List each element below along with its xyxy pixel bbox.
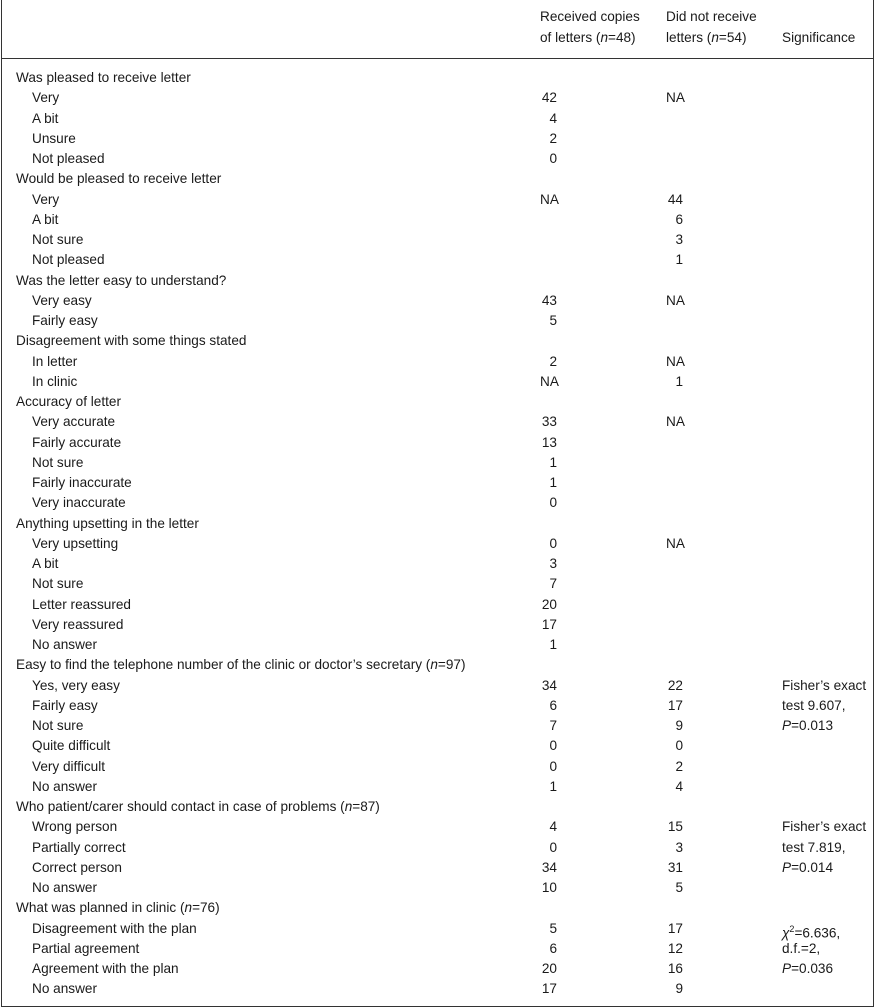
cell-significance <box>782 676 866 696</box>
sig-text: Fisher’s exact <box>782 677 867 693</box>
cell-not-received: 2 <box>675 758 683 774</box>
row-label <box>32 291 92 311</box>
cell-not-received: 3 <box>675 232 683 247</box>
row-label <box>32 311 98 331</box>
group-label <box>16 331 246 351</box>
header-received-n: n <box>600 30 608 45</box>
table-row <box>2 858 874 878</box>
group-label <box>16 68 191 88</box>
table-row <box>2 919 874 939</box>
cell-not-received: 9 <box>675 718 683 733</box>
row-label <box>32 473 132 493</box>
cell-received: 0 <box>549 151 557 166</box>
label-text: Agreement with the plan <box>32 961 179 976</box>
group-label <box>16 898 220 918</box>
cell-significance <box>782 858 833 878</box>
table-row <box>2 311 874 331</box>
cell-received: 13 <box>541 434 557 450</box>
label-text: Wrong person <box>32 819 118 835</box>
header-received-pre: of letters ( <box>540 30 601 45</box>
cell-received: 1 <box>549 454 557 470</box>
cell-received: 0 <box>549 758 557 774</box>
label-text: Very difficult <box>32 758 106 774</box>
table-group-row <box>2 169 874 189</box>
cell-not-received: 6 <box>675 211 683 227</box>
cell-received: 6 <box>549 697 557 713</box>
sig-p-symbol: P <box>782 718 792 733</box>
row-label <box>32 534 118 554</box>
label-text: Yes, very easy <box>32 677 120 693</box>
cell-received: 0 <box>549 839 557 855</box>
row-label <box>32 959 179 979</box>
group-label <box>16 655 465 675</box>
header-divider <box>2 58 873 59</box>
row-label <box>32 412 115 432</box>
cell-received: 10 <box>541 880 557 895</box>
label-text: Letter reassured <box>32 596 131 612</box>
table-row <box>2 88 874 108</box>
header-received-line1: Received copies <box>540 9 640 24</box>
cell-received: 1 <box>549 778 557 794</box>
label-text: Disagreement with the plan <box>32 920 197 936</box>
row-label <box>32 250 105 270</box>
label-n-value: =87) <box>352 799 380 814</box>
table-row <box>2 412 874 432</box>
group-label <box>16 392 121 412</box>
cell-received: 20 <box>541 961 557 976</box>
table-group-row <box>2 68 874 88</box>
header-not-received <box>666 6 757 48</box>
table-row <box>2 109 874 129</box>
cell-received: 2 <box>549 353 557 369</box>
cell-not-received: NA <box>666 535 685 551</box>
label-text: No answer <box>32 880 97 895</box>
row-label <box>32 554 58 574</box>
cell-not-received: 9 <box>675 981 683 997</box>
cell-not-received: 0 <box>675 738 683 754</box>
row-label <box>32 433 121 453</box>
label-text: Would be pleased to receive letter <box>16 171 222 187</box>
label-text: No answer <box>32 981 97 997</box>
table-row <box>2 473 874 493</box>
cell-received: 4 <box>549 819 557 835</box>
group-label <box>16 169 221 189</box>
label-text: A bit <box>32 211 59 227</box>
row-label <box>32 635 97 655</box>
row-label <box>32 777 97 797</box>
row-label <box>32 210 58 230</box>
row-label <box>32 615 123 635</box>
table-row <box>2 433 874 453</box>
table-group-row <box>2 655 874 675</box>
sig-superscript: 2 <box>789 923 795 934</box>
table-group-row <box>2 331 874 351</box>
table-row <box>2 291 874 311</box>
label-text: Quite difficult <box>32 738 111 754</box>
cell-significance <box>782 817 866 837</box>
table-row <box>2 129 874 149</box>
cell-not-received: NA <box>666 353 685 369</box>
row-label <box>32 493 126 513</box>
table-row <box>2 838 874 858</box>
row-label <box>32 88 59 108</box>
table-row <box>2 595 874 615</box>
header-not-received-post: =54) <box>718 30 747 45</box>
cell-not-received: 16 <box>667 961 683 976</box>
label-text: Who patient/carer should contact in case of problems ( <box>16 799 345 814</box>
cell-received: 7 <box>549 718 557 733</box>
cell-not-received: 4 <box>675 778 683 794</box>
table-row <box>2 352 874 372</box>
sig-p-symbol: P <box>782 961 792 976</box>
header-not-received-line1: Did not receive <box>666 9 757 24</box>
table-row <box>2 817 874 837</box>
cell-received: 1 <box>549 475 557 490</box>
label-text: Fairly accurate <box>32 434 122 450</box>
table-row <box>2 210 874 230</box>
header-received <box>540 6 640 48</box>
table-row <box>2 676 874 696</box>
label-text: Very reassured <box>32 616 124 632</box>
cell-received: 20 <box>541 596 557 612</box>
label-text: Very upsetting <box>32 535 119 551</box>
cell-received: 0 <box>549 738 557 754</box>
table-row <box>2 736 874 756</box>
cell-received: 2 <box>549 130 557 146</box>
cell-received: NA <box>540 191 559 207</box>
cell-received: 43 <box>541 292 557 308</box>
label-text: Not sure <box>32 576 84 592</box>
row-label <box>32 230 83 250</box>
table-group-row <box>2 271 874 291</box>
row-label <box>32 939 139 959</box>
cell-received: 7 <box>549 576 557 592</box>
label-text: Anything upsetting in the letter <box>16 515 199 531</box>
cell-received: 33 <box>541 414 557 430</box>
label-text: Partial agreement <box>32 940 140 956</box>
label-text: In letter <box>32 353 78 369</box>
label-text: In clinic <box>32 373 78 389</box>
table-row <box>2 878 874 898</box>
cell-received: 5 <box>549 313 557 328</box>
label-n-value: =97) <box>437 657 466 673</box>
cell-not-received: 15 <box>667 819 683 835</box>
cell-received: 5 <box>549 920 557 936</box>
label-text: Not sure <box>32 232 84 247</box>
cell-significance <box>782 838 845 858</box>
label-text: Partially correct <box>32 839 126 855</box>
table-row <box>2 250 874 270</box>
sig-text: Fisher’s exact <box>782 819 867 835</box>
cell-not-received: NA <box>666 414 685 430</box>
header-not-received-n: n <box>711 30 719 45</box>
table-row <box>2 534 874 554</box>
label-text: What was planned in clinic ( <box>16 900 185 916</box>
table-row <box>2 149 874 169</box>
label-text: Unsure <box>32 130 76 146</box>
table-row <box>2 939 874 959</box>
table-row <box>2 777 874 797</box>
table-row <box>2 453 874 473</box>
cell-not-received: 5 <box>675 880 683 895</box>
sig-text: =0.036 <box>791 961 834 976</box>
header-not-received-line2 <box>666 27 757 48</box>
row-label <box>32 109 58 129</box>
cell-significance <box>782 696 845 716</box>
group-label <box>16 271 226 291</box>
label-text: Disagreement with some things stated <box>16 333 247 349</box>
row-label <box>32 757 105 777</box>
cell-received: 3 <box>549 556 557 571</box>
group-label <box>16 797 380 817</box>
cell-not-received: 22 <box>667 677 683 693</box>
label-text: Easy to find the telephone number of the clinic or doctor’s secretary ( <box>16 657 431 673</box>
header-received-line2 <box>540 27 640 48</box>
cell-not-received: 44 <box>667 191 683 207</box>
table-row <box>2 979 874 999</box>
label-text: Fairly inaccurate <box>32 475 132 490</box>
row-label <box>32 676 120 696</box>
header-not-received-pre: letters ( <box>666 30 712 45</box>
table-group-row <box>2 898 874 918</box>
table-row <box>2 372 874 392</box>
sig-text: =0.014 <box>791 859 834 875</box>
cell-not-received: 3 <box>675 839 683 855</box>
row-label <box>32 372 77 392</box>
cell-significance <box>782 939 820 959</box>
row-label <box>32 696 98 716</box>
label-n: n <box>430 657 438 673</box>
group-label <box>16 514 199 534</box>
label-text: Very inaccurate <box>32 495 126 511</box>
row-label <box>32 736 110 756</box>
header-significance-label: Significance <box>782 30 856 45</box>
cell-not-received: 17 <box>667 920 683 936</box>
label-text: Accuracy of letter <box>16 394 122 409</box>
label-n-value: =76) <box>192 900 220 916</box>
label-text: Fairly easy <box>32 697 98 713</box>
row-label <box>32 352 77 372</box>
cell-received: 4 <box>549 110 557 126</box>
cell-received: 0 <box>549 495 557 511</box>
cell-significance <box>782 716 833 736</box>
row-label <box>32 858 122 878</box>
label-text: Was the letter easy to understand? <box>16 272 227 288</box>
sig-text: d.f.=2, <box>782 940 821 956</box>
table-row <box>2 716 874 736</box>
cell-not-received: 1 <box>675 252 683 268</box>
table-row <box>2 493 874 513</box>
label-text: Very easy <box>32 292 92 308</box>
table-row <box>2 190 874 210</box>
table-row <box>2 635 874 655</box>
header-significance <box>782 27 855 48</box>
sig-chi-symbol: χ <box>782 925 790 941</box>
cell-not-received: 17 <box>667 697 683 713</box>
label-text: Very accurate <box>32 414 116 430</box>
table-group-row <box>2 392 874 412</box>
table-row <box>2 959 874 979</box>
cell-not-received: 1 <box>675 373 683 389</box>
cell-received: 1 <box>549 637 557 652</box>
row-label <box>32 919 197 939</box>
table-row <box>2 757 874 777</box>
label-text: Very <box>32 90 60 106</box>
label-text: Not sure <box>32 718 84 733</box>
header-received-post: =48) <box>608 30 636 45</box>
cell-received: 17 <box>541 981 557 997</box>
label-text: A bit <box>32 556 59 571</box>
cell-received: 6 <box>549 940 557 956</box>
table-row <box>2 696 874 716</box>
cell-received: 42 <box>541 90 557 106</box>
row-label <box>32 716 83 736</box>
label-text: Not sure <box>32 454 84 470</box>
table-row <box>2 554 874 574</box>
label-text: A bit <box>32 110 59 126</box>
label-text: No answer <box>32 637 97 652</box>
cell-not-received: 31 <box>667 859 683 875</box>
row-label <box>32 129 76 149</box>
sig-text: test 7.819, <box>782 839 846 855</box>
sig-text: =0.013 <box>791 718 834 733</box>
label-n: n <box>184 900 193 916</box>
row-label <box>32 149 105 169</box>
row-label <box>32 878 97 898</box>
sig-p-symbol: P <box>782 859 792 875</box>
cell-received: 0 <box>549 535 557 551</box>
label-text: Not pleased <box>32 252 105 268</box>
row-label <box>32 190 59 210</box>
cell-not-received: 12 <box>667 940 683 956</box>
label-text: Fairly easy <box>32 313 98 328</box>
row-label <box>32 453 83 473</box>
table-group-row <box>2 514 874 534</box>
row-label <box>32 817 117 837</box>
label-text: Was pleased to receive letter <box>16 70 191 85</box>
cell-received: 34 <box>541 859 557 875</box>
sig-text: =6.636, <box>794 925 841 941</box>
cell-not-received: NA <box>666 90 685 106</box>
row-label <box>32 838 126 858</box>
table-group-row <box>2 797 874 817</box>
label-text: Very <box>32 191 60 207</box>
label-n: n <box>344 799 353 814</box>
row-label <box>32 595 131 615</box>
table-body <box>2 68 874 1000</box>
label-text: No answer <box>32 778 97 794</box>
cell-received: 17 <box>541 616 557 632</box>
sig-text: test 9.607, <box>782 697 846 713</box>
cell-received: 34 <box>541 677 557 693</box>
table-row <box>2 574 874 594</box>
cell-received: NA <box>540 373 559 389</box>
table-frame <box>1 0 874 1007</box>
label-text: Not pleased <box>32 151 105 166</box>
table-row <box>2 615 874 635</box>
cell-significance <box>782 959 833 979</box>
row-label <box>32 574 83 594</box>
table-row <box>2 230 874 250</box>
row-label <box>32 979 97 999</box>
label-text: Correct person <box>32 859 122 875</box>
cell-not-received: NA <box>666 292 685 308</box>
